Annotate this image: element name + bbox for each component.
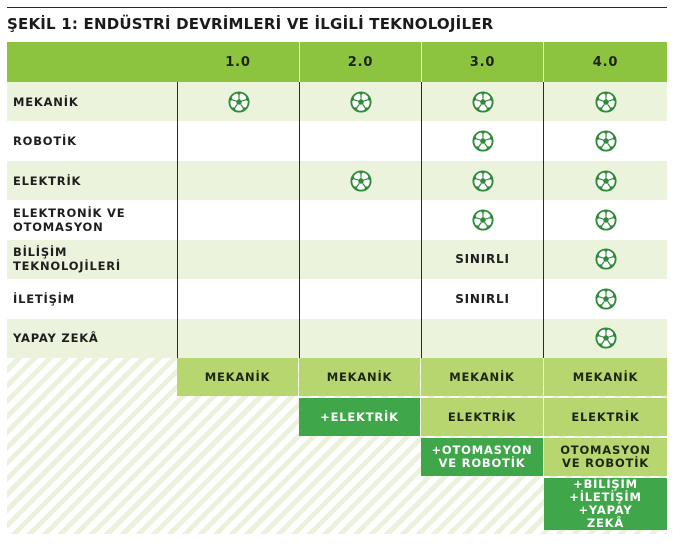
- football-icon: [472, 91, 494, 113]
- table-cell: [299, 161, 421, 200]
- football-icon: [472, 130, 494, 152]
- summary-4-0-otomasyon-robotik: OTOMASYON VE ROBOTİK: [544, 438, 667, 476]
- row-label-iletisim: İLETİŞİM: [7, 279, 177, 318]
- header-1-0: 1.0: [177, 42, 299, 82]
- football-icon: [595, 248, 617, 270]
- table-cell: [177, 161, 299, 200]
- football-icon: [595, 91, 617, 113]
- football-icon: [350, 170, 372, 192]
- header-2-0: 2.0: [299, 42, 421, 82]
- row-label-bilisim-teknolojileri: BİLİŞİM TEKNOLOJİLERİ: [7, 240, 177, 279]
- summary-3-0-elektrik: ELEKTRİK: [421, 398, 543, 436]
- table-cell: [299, 319, 421, 358]
- limited-label: SINIRLI: [455, 291, 510, 306]
- table-cell: [177, 121, 299, 160]
- row-label-elektronik-ve-otomasyon: ELEKTRONİK VE OTOMASYON: [7, 200, 177, 239]
- summary-1-0-mekanik: MEKANİK: [177, 358, 298, 396]
- summary-3-0-mekanik: MEKANİK: [421, 358, 543, 396]
- table-cell: [177, 200, 299, 239]
- summary-2-0-mekanik: MEKANİK: [299, 358, 420, 396]
- limited-label: SINIRLI: [455, 252, 510, 267]
- table-cell: [299, 82, 421, 121]
- football-icon: [472, 170, 494, 192]
- football-icon: [595, 130, 617, 152]
- table-cell: [543, 200, 667, 239]
- table-cell: [421, 82, 543, 121]
- table-cell: [543, 82, 667, 121]
- table-cell: [299, 121, 421, 160]
- row-label-yapay-zeka: YAPAY ZEKÂ: [7, 319, 177, 358]
- table-cell: [299, 240, 421, 279]
- football-icon: [595, 288, 617, 310]
- top-rule: [7, 7, 667, 8]
- header-4-0: 4.0: [543, 42, 667, 82]
- table-cell: [421, 319, 543, 358]
- row-label-robotik: ROBOTİK: [7, 121, 177, 160]
- table-cell: [543, 161, 667, 200]
- table-cell: [421, 161, 543, 200]
- table-cell: [177, 279, 299, 318]
- football-icon: [228, 91, 250, 113]
- football-icon: [595, 327, 617, 349]
- table-cell: [421, 240, 543, 279]
- table-cell: [421, 200, 543, 239]
- summary-4-0-mekanik: MEKANİK: [544, 358, 667, 396]
- table-cell: [421, 279, 543, 318]
- table-cell: [177, 319, 299, 358]
- table-cell: [177, 82, 299, 121]
- figure-title: ŞEKİL 1: ENDÜSTRİ DEVRİMLERİ VE İLGİLİ TEKNOLOJİLER: [7, 15, 494, 33]
- header-corner: [7, 42, 177, 82]
- football-icon: [595, 209, 617, 231]
- row-label-elektrik: ELEKTRİK: [7, 161, 177, 200]
- row-label-mekanik: MEKANİK: [7, 82, 177, 121]
- football-icon: [350, 91, 372, 113]
- summary-4-0-elektrik: ELEKTRİK: [544, 398, 667, 436]
- football-icon: [472, 209, 494, 231]
- header-3-0: 3.0: [421, 42, 543, 82]
- table-cell: [543, 121, 667, 160]
- table-cell: [543, 319, 667, 358]
- summary-3-0-otomasyon-robotik: +OTOMASYON VE ROBOTİK: [421, 438, 543, 476]
- table-cell: [421, 121, 543, 160]
- table-cell: [543, 240, 667, 279]
- summary-2-0-elektrik: +ELEKTRİK: [299, 398, 420, 436]
- technology-table: [7, 42, 667, 358]
- table-cell: [543, 279, 667, 318]
- table-cell: [299, 200, 421, 239]
- summary-4-0-bilisim-iletisim-yapay-zeka: +BİLİŞİM +İLETİŞİM +YAPAY ZEKÂ: [544, 478, 667, 530]
- table-cell: [299, 279, 421, 318]
- table-cell: [177, 240, 299, 279]
- football-icon: [595, 170, 617, 192]
